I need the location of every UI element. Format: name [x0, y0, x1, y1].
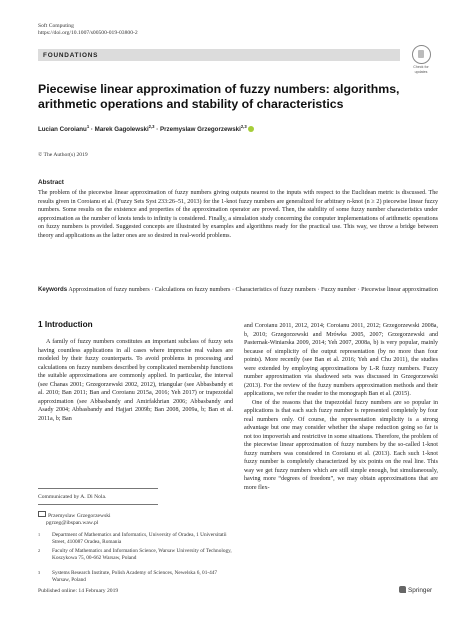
abstract-text: The problem of the piecewise linear approximation of fuzzy numbers giving outputs nearest to the inputs with respect to the Euclidean metric is discussed. The results given in Coroianu et al. (Fuzzy Sets Syst 233:26–51, 2013) for the 1-knot fuzzy numbers are generalized for arbitrary n-knot (n ≥ 2) piecewise linear fuzzy numbers. Some results on the existence and properties of the approximation operator are proved. Then, the stability of some fuzzy number characteristics under approximation as the number of knots tends to infinity is considered. Finally, a simulation study concerning the computer implementations of arithmetic operations on fuzzy numbers is provided. Suggested concepts are illustrated by examples and algorithms ready for the practical use. This way, we throw a bridge between theory and applications as the latter ones are so desired in real-world problems.: [38, 190, 438, 239]
springer-horse-icon: [399, 586, 406, 593]
title-line-1: Piecewise linear approximation of fuzzy numbers: algorithms,: [38, 82, 400, 96]
affiliation-text: Department of Mathematics and Informatics, University of Oradea, 1 Universitatii Street, 410087 Oradea, Romania: [52, 532, 227, 545]
check-for-updates-icon: [412, 45, 431, 64]
left-column: [38, 338, 233, 423]
author-1-sup: 1: [86, 124, 90, 129]
footnote-divider: [38, 488, 158, 489]
publisher-name: Springer: [408, 587, 433, 594]
keywords-label: Keywords: [38, 286, 68, 293]
section-label: FOUNDATIONS: [43, 51, 99, 59]
journal-name: Soft Computing: [38, 23, 74, 29]
affiliation-1: [38, 532, 233, 546]
intro-paragraph-1-cont: and Coroianu 2011, 2012, 2014; Coroianu 2011, 2012; Grzegorzewski 2008a, b, 2010; Grzegorzewski and Mrówka 2005, 2007; Grzegorzewski and Pasternak-Winiarska 2009, 2014; Yeh 2007, 2008a, b) is very popular, mainly because of simplicity of the output representation (by no more than four points). More recently (see Ban et al. 2016; Yeh and Chu 2011), the studies were extended by employing approximations by L-R fuzzy numbers. Fuzzy number approximation via shadowed sets was discussed in Grzegorzewski (2013). For the review of the fuzzy numbers approximation methods and their applications, we refer the reader to the monograph Ban et al. (2015).: [244, 323, 438, 397]
check-for-updates-badge[interactable]: [409, 45, 433, 74]
communicated-by: Communicated by A. Di Nola.: [38, 494, 107, 500]
author-3-sup: 2,3: [240, 124, 247, 129]
copyright: © The Author(s) 2019: [38, 152, 88, 158]
keywords: [38, 286, 438, 295]
title-line-2: arithmetic operations and stability of characteristics: [38, 97, 344, 111]
author-list: [38, 124, 254, 133]
affiliation-text: Systems Research Institute, Polish Academy of Sciences, Newelska 6, 01-447 Warsaw, Poland: [52, 570, 218, 583]
right-column: [244, 322, 438, 492]
corresponding-name: Przemyslaw Grzegorzewski: [48, 513, 111, 519]
author-sep-2: ·: [154, 126, 160, 134]
intro-paragraph-1: A family of fuzzy numbers constitutes an important subclass of fuzzy sets having countless applications in all cases where imprecise real values are modeled by their fuzzy counterparts. To avoid problems in processing and calculations on fuzzy numbers described by complicated membership functions the suitable approximations are commonly applied. In particular, the interval (see Chanas 2001; Grzegorzewski 2002, 2012), triangular (see Abbasbandy et al. 2010; Ban 2011; Ban and Coroianu 2015a, 2016; Yeh 2017) or trapezoidal approximation (see Abbasbandy and Amirfakhrian 2006; Abbasbandy and Asady 2004; Abbasbandy and Hajjari 2009b; Ban 2008, 2009a, b; Ban et al. 2011a, b; Ban: [38, 339, 233, 422]
corresponding-author: [38, 511, 111, 527]
footnote-divider-2: [38, 504, 158, 505]
corresponding-email[interactable]: pgrzeg@ibspan.waw.pl: [46, 520, 99, 526]
paper-title: [38, 82, 438, 112]
author-sep-1: ·: [89, 126, 95, 134]
affiliation-text: Faculty of Mathematics and Information Science, Warsaw University of Technology, Koszykowa 75, 00-662 Warsaw, Poland: [52, 548, 232, 561]
affiliation-number: 3: [38, 570, 41, 575]
publisher-logo: [399, 586, 432, 594]
intro-heading: 1 Introduction: [38, 320, 93, 329]
journal-doi[interactable]: https://doi.org/10.1007/s00500-019-03800-2: [38, 30, 138, 37]
author-2-sup: 2,3: [148, 124, 155, 129]
abstract-heading: Abstract: [38, 179, 64, 186]
affiliation-3: [38, 570, 233, 584]
affiliation-number: 1: [38, 532, 41, 537]
intro-paragraph-2: One of the reasons that the trapezoidal fuzzy numbers are so popular in applications is that each such fuzzy number is represented completely by four real numbers only. Of course, the representation simplicity is a strong advantage but one may consider whether the shape reduction going so far is not too impoverish and restrictive in some situations. Therefore, the problem of the piecewise linear approximation of fuzzy numbers by the so-called 1-knot fuzzy numbers was considered in Coroianu et al. (2013). Each such 1-knot fuzzy number is completely characterized by six points on the real line. This way we get fuzzy numbers which are still simple enough, but simultaneously, having more “degrees of freedom”, we may obtain approximations that are more flex-: [244, 399, 438, 491]
envelope-icon: [38, 511, 46, 517]
author-1: Lucian Coroianu: [38, 126, 87, 134]
author-3: Przemyslaw Grzegorzewski: [160, 126, 241, 134]
affiliation-number: 2: [38, 548, 41, 553]
section-bar: [38, 49, 400, 61]
updates-line1: Check for: [413, 65, 429, 69]
affiliation-2: [38, 548, 233, 562]
author-2: Marek Gagolewski: [94, 126, 149, 134]
updates-line2: updates: [414, 70, 428, 75]
published-date: Published online: 14 February 2019: [38, 588, 119, 594]
orcid-icon[interactable]: [248, 126, 254, 132]
journal-header: [38, 23, 138, 38]
keywords-text: Approximation of fuzzy numbers · Calculations on fuzzy numbers · Characteristics of fuzzy numbers · Fuzzy number · Piecewise linear approximation: [68, 287, 438, 293]
